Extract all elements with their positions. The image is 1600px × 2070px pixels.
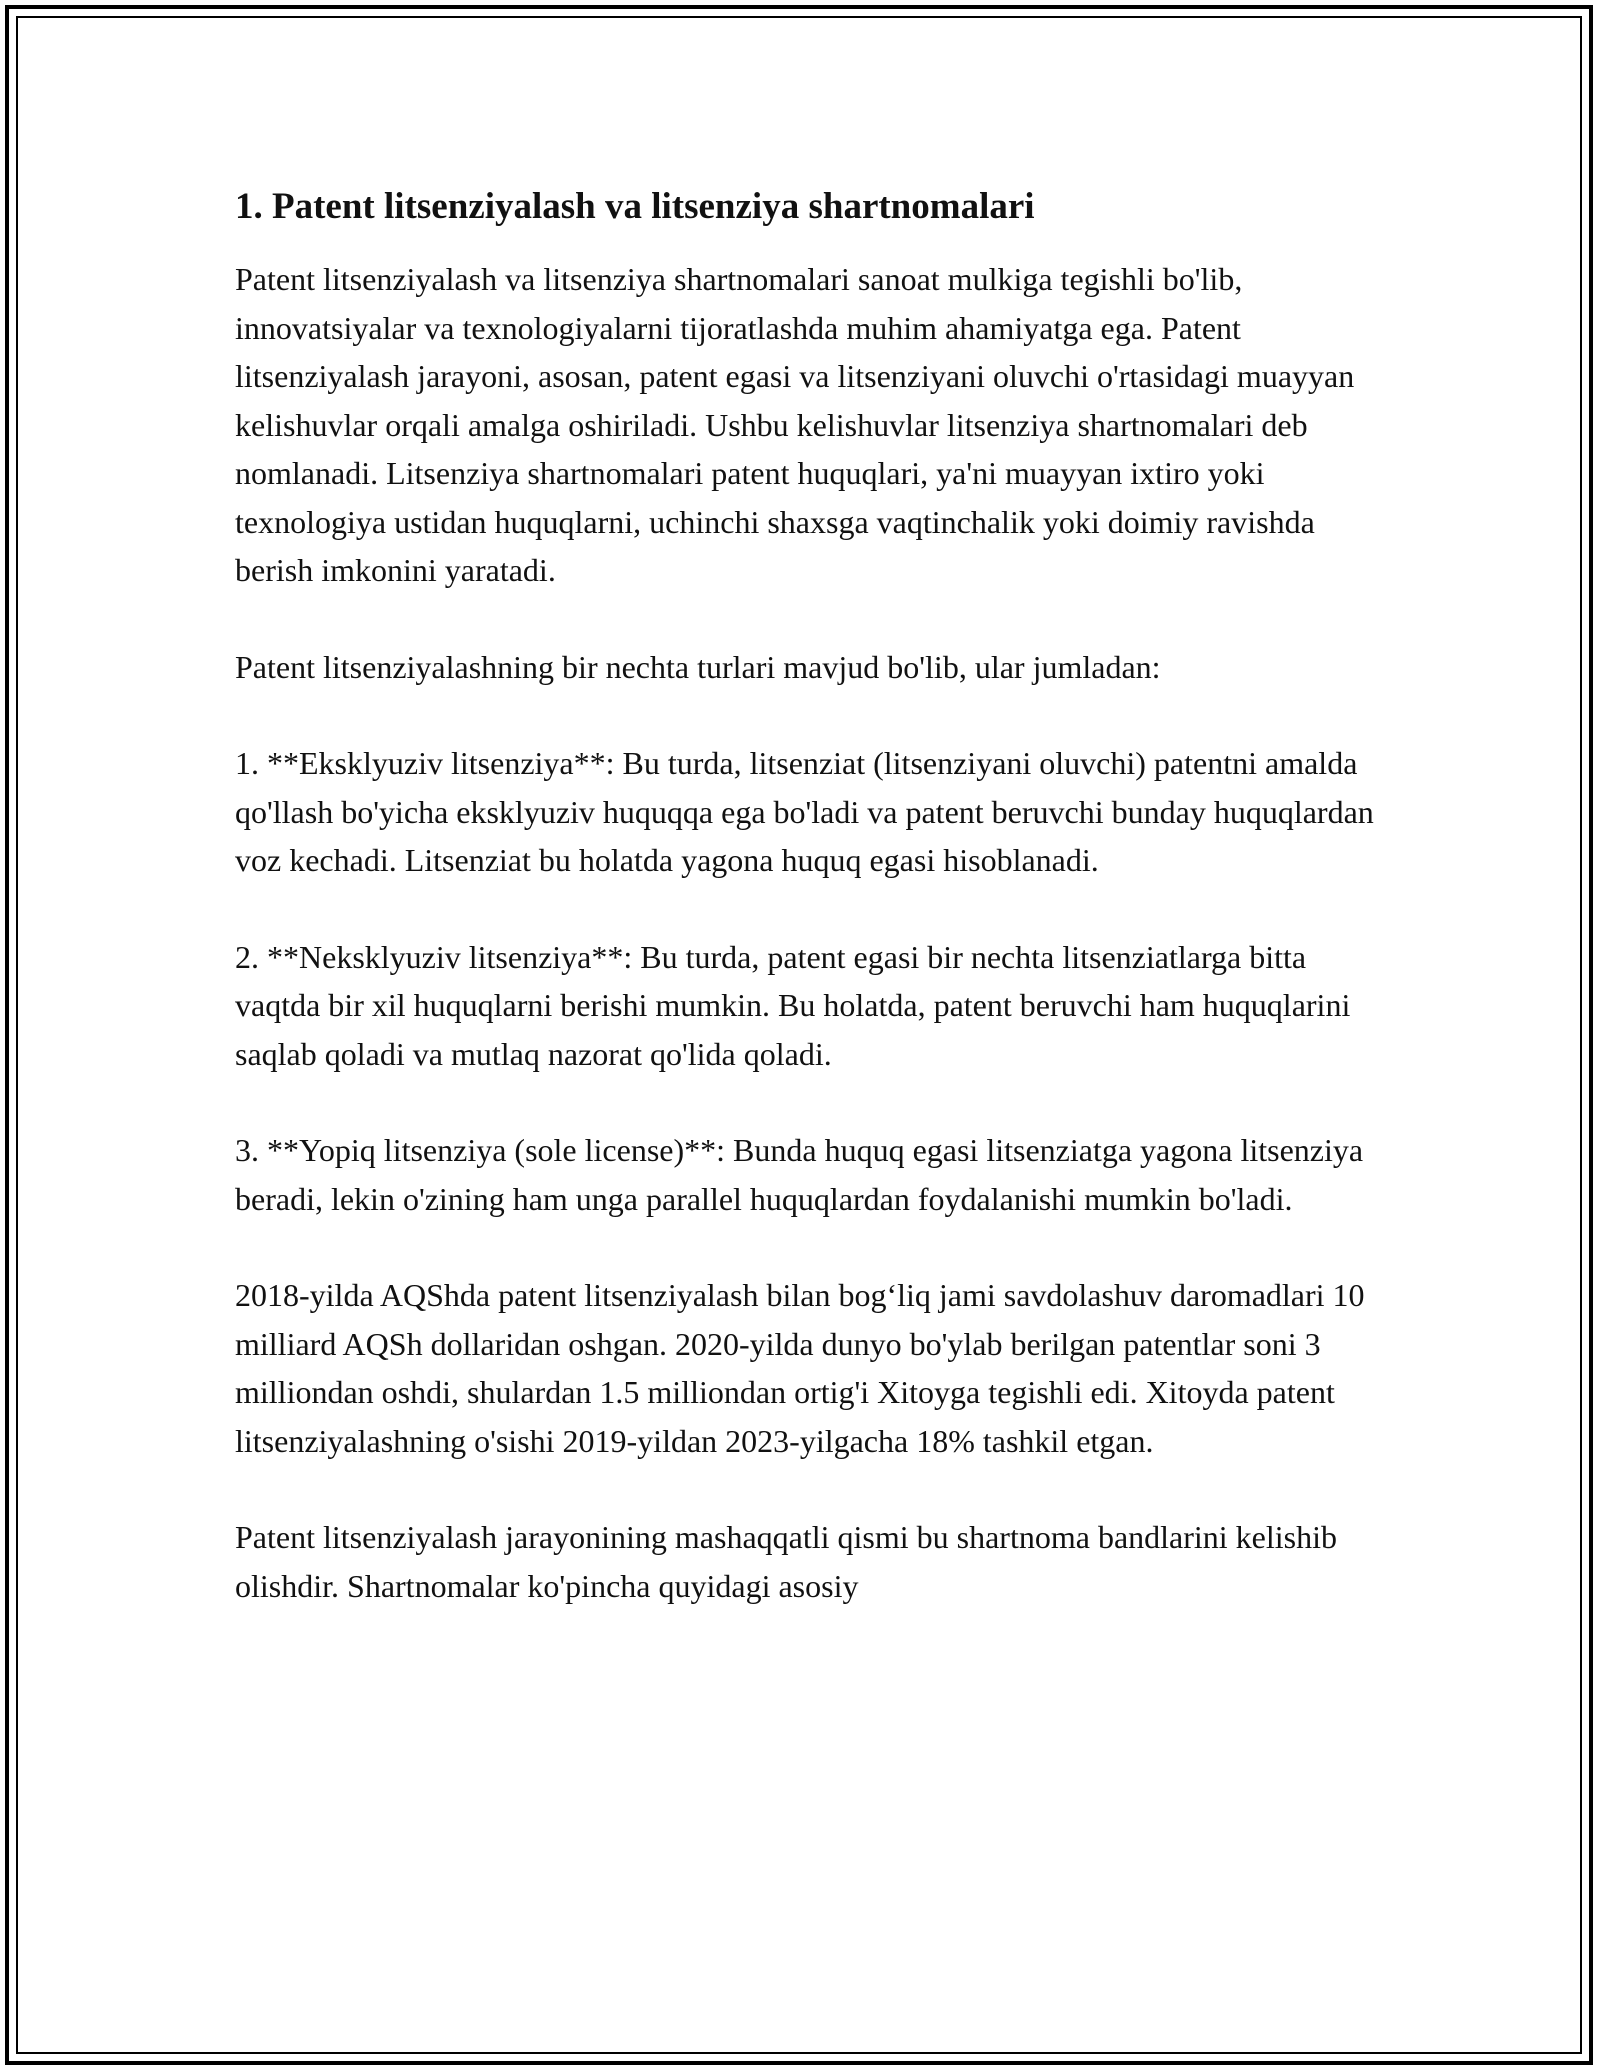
paragraph-types-lead: Patent litsenziyalashning bir nechta turlari mavjud bo'lib, ular jumladan: [235,648,1161,685]
paragraph-exclusive-license: 1. **Eksklyuziv litsenziya**: Bu turda, litsenziat (litsenziyani oluvchi) patentni amalda qo'llash bo'yicha eksklyuziv huquqqa ega bo'ladi va patent beruvchi bunday huquqlardan voz kechadi. Litsenziat bu holatda yagona huquq egasi hisoblanadi. [235,745,1374,878]
section-heading: 1. Patent litsenziyalash va litsenziya shartnomalari [235,186,1035,227]
paragraph-intro: Patent litsenziyalash va litsenziya shartnomalari sanoat mulkiga tegishli bo'lib, innovatsiyalar va texnologiyalarni tijoratlashda muhim ahamiyatga ega. Patent litsenziyalash jarayoni, asosan, patent egasi va litsenziyani oluvchi o'rtasidagi muayyan kelishuvlar orqali amalga oshiriladi. Ushbu kelishuvlar litsenziya shartnomalari deb nomlanadi. Litsenziya shartnomalari patent huquqlari, ya'ni muayyan ixtiro yoki texnologiya ustidan huquqlarni, uchinchi shaxsga vaqtinchalik yoki doimiy ravishda berish imkonini yaratadi. [235,261,1355,588]
paragraph-sole-license: 3. **Yopiq litsenziya (sole license)**: Bunda huquq egasi litsenziatga yagona litsenziya beradi, lekin o'zining ham unga parallel huquqlardan foydalanishi mumkin bo'ladi. [235,1132,1364,1217]
paragraph-nonexclusive-license: 2. **Neksklyuziv litsenziya**: Bu turda, patent egasi bir nechta litsenziatlarga bitta vaqtda bir xil huquqlarni berishi mumkin. Bu holatda, patent beruvchi ham huquqlarini saqlab qoladi va mutlaq nazorat qo'lida qoladi. [235,938,1351,1072]
document-page [235,185,1375,1658]
paragraph-statistics: 2018-yilda AQShda patent litsenziyalash bilan bog‘liq jami savdolashuv daromadlari 10 milliard AQSh dollaridan oshgan. 2020-yilda dunyo bo'ylab berilgan patentlar soni 3 milliondan oshdi, shulardan 1.5 milliondan ortig'i Xitoyga tegishli edi. Xitoyda patent litsenziyalashning o'sishi 2019-yildan 2023-yilgacha 18% tashkil etgan. [235,1277,1365,1459]
paragraph-negotiation: Patent litsenziyalash jarayonining mashaqqatli qismi bu shartnoma bandlarini kelishib olishdir. Shartnomalar ko'pincha quyidagi asosiy [235,1519,1337,1604]
